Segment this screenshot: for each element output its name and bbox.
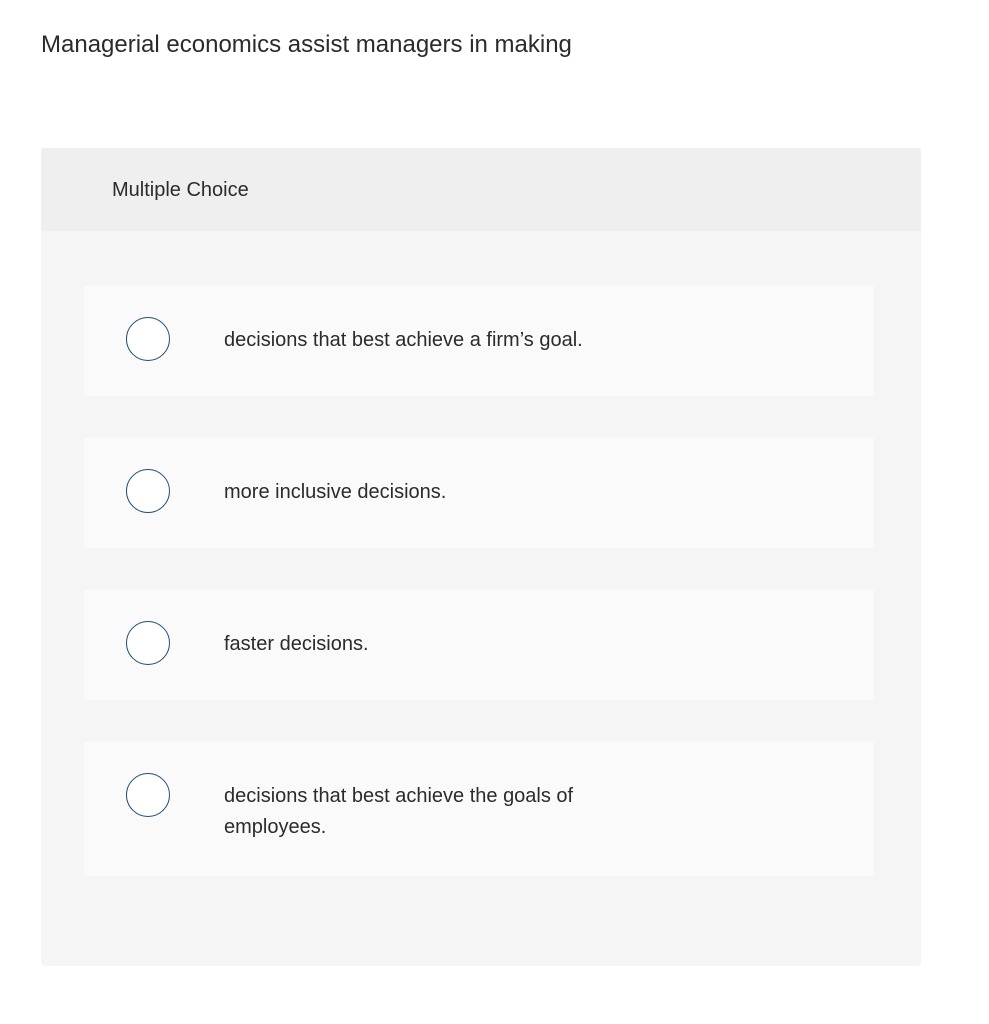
answer-option-label: decisions that best achieve the goals of employees.: [224, 785, 574, 838]
answer-option-2[interactable]: [84, 437, 874, 548]
answer-option-3[interactable]: [84, 589, 874, 700]
card-header: [41, 148, 921, 231]
radio-button-icon[interactable]: [126, 621, 170, 665]
radio-button-icon[interactable]: [126, 773, 170, 817]
answer-option-label: more inclusive decisions.: [224, 481, 447, 503]
answer-option-label: faster decisions.: [224, 633, 369, 655]
radio-button-icon[interactable]: [126, 469, 170, 513]
answer-option-4[interactable]: [84, 741, 874, 876]
answer-option-label: decisions that best achieve a firm’s goal.: [224, 329, 583, 351]
multiple-choice-card: [41, 148, 921, 966]
question-text: Managerial economics assist managers in making: [41, 31, 572, 58]
answer-options: [84, 285, 874, 917]
radio-button-icon[interactable]: [126, 317, 170, 361]
question-type-label: Multiple Choice: [112, 179, 249, 201]
answer-option-1[interactable]: [84, 285, 874, 396]
